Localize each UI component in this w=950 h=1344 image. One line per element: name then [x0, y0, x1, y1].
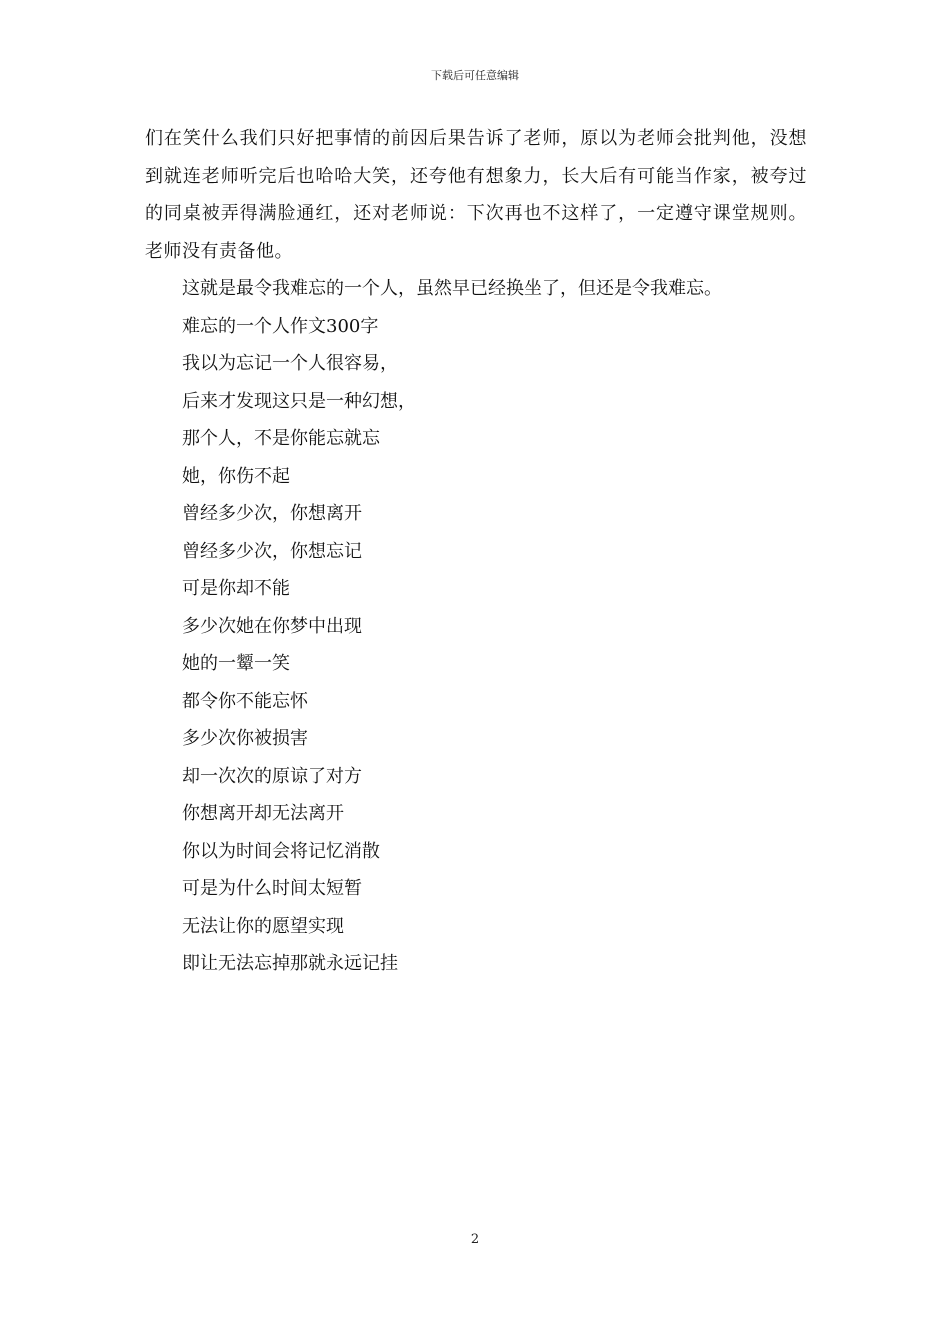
poem-line: 曾经多少次，你想离开 — [182, 503, 362, 524]
poem-line: 你以为时间会将记忆消散 — [182, 840, 380, 862]
poem-line: 无法让你的愿望实现 — [182, 915, 344, 937]
poem-line: 后来才发现这只是一种幻想， — [182, 390, 416, 412]
essay-title: 难忘的一个人作文300字 — [182, 315, 379, 337]
page-number: 2 — [470, 1232, 480, 1247]
poem-line: 她，你伤不起 — [182, 465, 290, 487]
continued-paragraph: 们在笑什么我们只好把事情的前因后果告诉了老师，原以为老师会批判他，没想到就连老师听完后也哈哈大笑，还夸他有想象力，长大后有可能当作家，被夸过的同桌被弄得满脸通红，还对老师说：下次再也不这样了，一定遵守课堂规则。老师没有责备他。 — [145, 128, 807, 262]
poem-line: 曾经多少次，你想忘记 — [182, 540, 362, 562]
poem-line: 可是为什么时间太短暂 — [182, 878, 362, 899]
poem-line: 却一次次的原谅了对方 — [182, 765, 362, 787]
poem-line: 我以为忘记一个人很容易， — [182, 353, 398, 374]
poem-line: 即让无法忘掉那就永远记挂 — [182, 953, 398, 974]
text-line: 这就是最令我难忘的一个人，虽然早已经换坐了，但还是令我难忘。 — [182, 278, 722, 299]
poem-line: 多少次她在你梦中出现 — [182, 615, 362, 637]
page-header-note: 下载后可任意编辑 — [431, 69, 519, 82]
document-body — [145, 120, 807, 983]
poem-line: 那个人，不是你能忘就忘 — [182, 428, 380, 449]
poem-line: 她的一颦一笑 — [182, 653, 290, 674]
poem-line: 可是你却不能 — [182, 578, 290, 599]
poem-line: 多少次你被损害 — [182, 728, 308, 749]
poem-line: 都令你不能忘怀 — [182, 690, 308, 712]
poem-line: 你想离开却无法离开 — [182, 803, 344, 824]
